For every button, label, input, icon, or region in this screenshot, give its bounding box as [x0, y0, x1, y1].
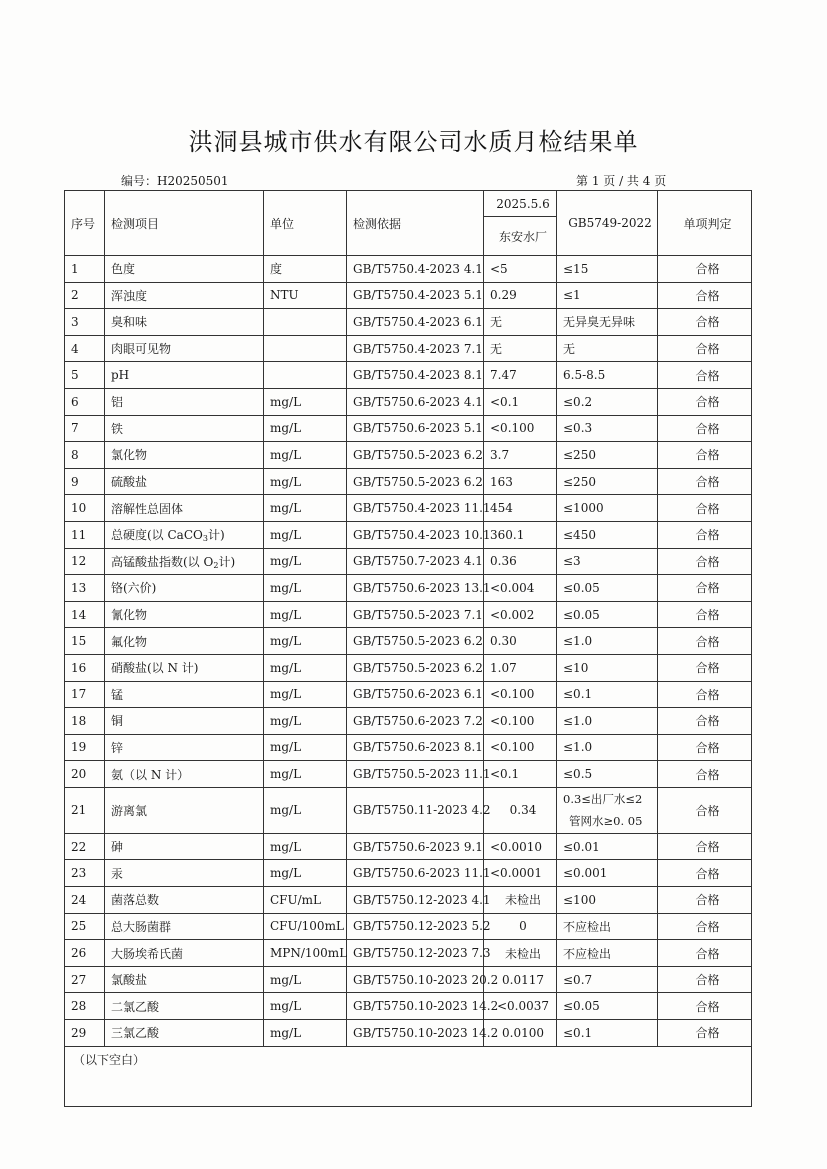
- table-row: [65, 442, 752, 469]
- table-row: [65, 833, 752, 860]
- cell-limit: ≤0.2: [557, 388, 658, 415]
- cell-limit: ≤0.05: [557, 575, 658, 602]
- cell-result: 0.0117: [484, 966, 557, 993]
- header-unit: 单位: [264, 191, 347, 256]
- cell-item: 铬(六价): [105, 575, 264, 602]
- cell-no: 11: [65, 521, 105, 548]
- cell-item: 肉眼可见物: [105, 335, 264, 362]
- cell-item: 汞: [105, 860, 264, 887]
- cell-unit: NTU: [264, 282, 347, 309]
- cell-result: <0.002: [484, 601, 557, 628]
- item-text-suffix: 计): [218, 554, 236, 569]
- cell-method: GB/T5750.5-2023 6.2: [347, 468, 484, 495]
- cell-item: 色度: [105, 256, 264, 283]
- cell-item: 浑浊度: [105, 282, 264, 309]
- cell-item: 氟化物: [105, 628, 264, 655]
- cell-item: [105, 548, 264, 575]
- header-row: [65, 191, 752, 217]
- cell-item: 锰: [105, 681, 264, 708]
- cell-limit: ≤250: [557, 442, 658, 469]
- table-row: [65, 993, 752, 1020]
- cell-method: GB/T5750.4-2023 8.1: [347, 362, 484, 389]
- cell-result: <5: [484, 256, 557, 283]
- table-row: [65, 415, 752, 442]
- cell-unit: mg/L: [264, 548, 347, 575]
- cell-unit: mg/L: [264, 1020, 347, 1047]
- cell-result: 无: [484, 335, 557, 362]
- cell-verdict: 合格: [658, 787, 752, 833]
- cell-item: 三氯乙酸: [105, 1020, 264, 1047]
- cell-item: 硫酸盐: [105, 468, 264, 495]
- cell-verdict: 合格: [658, 442, 752, 469]
- cell-verdict: 合格: [658, 495, 752, 522]
- cell-no: 12: [65, 548, 105, 575]
- cell-result: 7.47: [484, 362, 557, 389]
- cell-verdict: 合格: [658, 335, 752, 362]
- cell-result: 3.7: [484, 442, 557, 469]
- cell-item: 二氯乙酸: [105, 993, 264, 1020]
- cell-unit: CFU/mL: [264, 887, 347, 914]
- cell-limit: [557, 787, 658, 833]
- cell-no: 4: [65, 335, 105, 362]
- item-subscript: 2: [213, 560, 219, 570]
- cell-verdict: 合格: [658, 734, 752, 761]
- cell-no: 22: [65, 833, 105, 860]
- cell-method: GB/T5750.6-2023 9.1: [347, 833, 484, 860]
- cell-item: 氰化物: [105, 601, 264, 628]
- cell-verdict: 合格: [658, 761, 752, 788]
- item-text-suffix: 计): [207, 528, 225, 543]
- item-text: 总硬度(以 CaCO: [111, 528, 203, 543]
- cell-no: 10: [65, 495, 105, 522]
- cell-no: 15: [65, 628, 105, 655]
- cell-verdict: 合格: [658, 309, 752, 336]
- cell-item: 氯化物: [105, 442, 264, 469]
- cell-verdict: 合格: [658, 833, 752, 860]
- cell-method: GB/T5750.7-2023 4.1: [347, 548, 484, 575]
- cell-method: GB/T5750.4-2023 5.1: [347, 282, 484, 309]
- cell-verdict: 合格: [658, 468, 752, 495]
- cell-verdict: 合格: [658, 628, 752, 655]
- cell-unit: mg/L: [264, 468, 347, 495]
- table-row: [65, 913, 752, 940]
- cell-limit: ≤100: [557, 887, 658, 914]
- table-row: [65, 654, 752, 681]
- cell-method: GB/T5750.6-2023 6.1: [347, 681, 484, 708]
- cell-unit: mg/L: [264, 966, 347, 993]
- cell-unit: mg/L: [264, 708, 347, 735]
- cell-unit: mg/L: [264, 442, 347, 469]
- cell-no: 25: [65, 913, 105, 940]
- cell-limit: ≤1.0: [557, 708, 658, 735]
- cell-result: 0.30: [484, 628, 557, 655]
- cell-unit: mg/L: [264, 993, 347, 1020]
- cell-no: 7: [65, 415, 105, 442]
- cell-method: GB/T5750.12-2023 4.1: [347, 887, 484, 914]
- cell-unit: mg/L: [264, 761, 347, 788]
- cell-result: 163: [484, 468, 557, 495]
- cell-limit: 无异臭无异味: [557, 309, 658, 336]
- table-row: [65, 468, 752, 495]
- cell-item: [105, 521, 264, 548]
- cell-verdict: 合格: [658, 256, 752, 283]
- table-row: [65, 940, 752, 967]
- cell-verdict: 合格: [658, 913, 752, 940]
- cell-unit: MPN/100mL: [264, 940, 347, 967]
- cell-verdict: 合格: [658, 708, 752, 735]
- cell-method: GB/T5750.6-2023 7.2: [347, 708, 484, 735]
- limit-line-2: 管网水≥0. 05: [569, 814, 643, 829]
- cell-result: 454: [484, 495, 557, 522]
- cell-no: 16: [65, 654, 105, 681]
- cell-limit: ≤0.7: [557, 966, 658, 993]
- header-no: 序号: [65, 191, 105, 256]
- cell-limit: ≤15: [557, 256, 658, 283]
- cell-verdict: 合格: [658, 282, 752, 309]
- cell-method: GB/T5750.5-2023 6.2: [347, 628, 484, 655]
- cell-method: GB/T5750.11-2023 4.2: [347, 787, 484, 833]
- item-subscript: 3: [202, 534, 208, 544]
- cell-no: 5: [65, 362, 105, 389]
- cell-item: 总大肠菌群: [105, 913, 264, 940]
- cell-unit: mg/L: [264, 495, 347, 522]
- cell-no: 13: [65, 575, 105, 602]
- table-row: [65, 282, 752, 309]
- cell-unit: [264, 309, 347, 336]
- cell-method: GB/T5750.5-2023 6.2: [347, 442, 484, 469]
- cell-limit: ≤0.3: [557, 415, 658, 442]
- cell-item: 砷: [105, 833, 264, 860]
- table-row: [65, 708, 752, 735]
- cell-item: 锌: [105, 734, 264, 761]
- cell-method: GB/T5750.5-2023 11.1: [347, 761, 484, 788]
- cell-unit: mg/L: [264, 860, 347, 887]
- table-row: [65, 860, 752, 887]
- cell-limit: ≤1000: [557, 495, 658, 522]
- cell-verdict: 合格: [658, 575, 752, 602]
- cell-method: GB/T5750.4-2023 10.1: [347, 521, 484, 548]
- cell-unit: mg/L: [264, 601, 347, 628]
- cell-method: GB/T5750.12-2023 5.2: [347, 913, 484, 940]
- cell-item: 铁: [105, 415, 264, 442]
- table-row: [65, 256, 752, 283]
- cell-verdict: 合格: [658, 940, 752, 967]
- cell-result: 无: [484, 309, 557, 336]
- cell-no: 14: [65, 601, 105, 628]
- cell-method: GB/T5750.4-2023 11.1: [347, 495, 484, 522]
- cell-limit: ≤0.5: [557, 761, 658, 788]
- header-item: 检测项目: [105, 191, 264, 256]
- cell-limit: 不应检出: [557, 940, 658, 967]
- cell-no: 9: [65, 468, 105, 495]
- cell-verdict: 合格: [658, 415, 752, 442]
- cell-unit: mg/L: [264, 787, 347, 833]
- cell-no: 2: [65, 282, 105, 309]
- cell-verdict: 合格: [658, 681, 752, 708]
- cell-item: 铜: [105, 708, 264, 735]
- table-row: [65, 761, 752, 788]
- cell-limit: 6.5-8.5: [557, 362, 658, 389]
- cell-limit: ≤3: [557, 548, 658, 575]
- cell-unit: CFU/100mL: [264, 913, 347, 940]
- cell-verdict: 合格: [658, 548, 752, 575]
- cell-no: 19: [65, 734, 105, 761]
- cell-unit: 度: [264, 256, 347, 283]
- cell-result: <0.100: [484, 415, 557, 442]
- cell-verdict: 合格: [658, 601, 752, 628]
- table-row: [65, 309, 752, 336]
- cell-limit: ≤0.05: [557, 601, 658, 628]
- table-row: [65, 495, 752, 522]
- cell-item: 游离氯: [105, 787, 264, 833]
- cell-method: GB/T5750.12-2023 7.3: [347, 940, 484, 967]
- cell-result: 0.29: [484, 282, 557, 309]
- cell-limit: 不应检出: [557, 913, 658, 940]
- page-indicator: 第 1 页 / 共 4 页: [576, 174, 667, 188]
- cell-limit: ≤0.01: [557, 833, 658, 860]
- cell-item: 溶解性总固体: [105, 495, 264, 522]
- cell-result: 0.34: [484, 787, 557, 833]
- cell-unit: mg/L: [264, 654, 347, 681]
- cell-unit: mg/L: [264, 833, 347, 860]
- cell-no: 23: [65, 860, 105, 887]
- cell-item: 氨（以 N 计）: [105, 761, 264, 788]
- cell-result: <0.1: [484, 761, 557, 788]
- cell-unit: mg/L: [264, 415, 347, 442]
- cell-no: 17: [65, 681, 105, 708]
- cell-result: 0.0100: [484, 1020, 557, 1047]
- table-row: [65, 628, 752, 655]
- cell-method: GB/T5750.4-2023 7.1: [347, 335, 484, 362]
- cell-no: 29: [65, 1020, 105, 1047]
- cell-verdict: 合格: [658, 966, 752, 993]
- table-row: [65, 681, 752, 708]
- cell-result: <0.100: [484, 734, 557, 761]
- header-standard: GB5749-2022: [557, 191, 658, 256]
- cell-result: 0: [484, 913, 557, 940]
- blank-row: [65, 1046, 752, 1106]
- cell-verdict: 合格: [658, 388, 752, 415]
- table-row: [65, 521, 752, 548]
- cell-unit: mg/L: [264, 628, 347, 655]
- header-method: 检测依据: [347, 191, 484, 256]
- header-site: 东安水厂: [484, 217, 557, 256]
- cell-unit: mg/L: [264, 734, 347, 761]
- cell-method: GB/T5750.5-2023 7.1: [347, 601, 484, 628]
- document-title: 洪洞县城市供水有限公司水质月检结果单: [188, 128, 639, 156]
- table-row: [65, 335, 752, 362]
- cell-item: 臭和味: [105, 309, 264, 336]
- cell-no: 24: [65, 887, 105, 914]
- cell-limit: ≤0.1: [557, 1020, 658, 1047]
- cell-result: <0.100: [484, 681, 557, 708]
- cell-item: 氯酸盐: [105, 966, 264, 993]
- cell-item: 硝酸盐(以 N 计): [105, 654, 264, 681]
- cell-no: 3: [65, 309, 105, 336]
- cell-result: <0.0037: [484, 993, 557, 1020]
- cell-item: pH: [105, 362, 264, 389]
- cell-unit: mg/L: [264, 575, 347, 602]
- cell-limit: ≤0.001: [557, 860, 658, 887]
- cell-result: 0.36: [484, 548, 557, 575]
- cell-method: GB/T5750.4-2023 6.1: [347, 309, 484, 336]
- header-verdict: 单项判定: [658, 191, 752, 256]
- cell-unit: [264, 362, 347, 389]
- limit-line-1: 0.3≤出厂水≤2: [563, 792, 643, 807]
- blank-note: （以下空白）: [65, 1046, 752, 1106]
- cell-method: GB/T5750.10-2023 20.2: [347, 966, 484, 993]
- cell-no: 18: [65, 708, 105, 735]
- header-date: 2025.5.6: [484, 191, 557, 217]
- table-row: [65, 1020, 752, 1047]
- table-row: [65, 575, 752, 602]
- cell-limit: ≤10: [557, 654, 658, 681]
- serial-number: 编号：H20250501: [121, 174, 229, 188]
- cell-limit: ≤0.1: [557, 681, 658, 708]
- cell-result: 未检出: [484, 887, 557, 914]
- cell-method: GB/T5750.5-2023 6.2: [347, 654, 484, 681]
- cell-verdict: 合格: [658, 521, 752, 548]
- cell-limit: ≤1.0: [557, 628, 658, 655]
- cell-item: 菌落总数: [105, 887, 264, 914]
- table-row: [65, 734, 752, 761]
- cell-verdict: 合格: [658, 362, 752, 389]
- cell-item: 大肠埃希氏菌: [105, 940, 264, 967]
- table-row: [65, 887, 752, 914]
- cell-method: GB/T5750.4-2023 4.1: [347, 256, 484, 283]
- cell-no: 8: [65, 442, 105, 469]
- cell-method: GB/T5750.6-2023 8.1: [347, 734, 484, 761]
- cell-no: 26: [65, 940, 105, 967]
- cell-method: GB/T5750.6-2023 13.1: [347, 575, 484, 602]
- table-row: [65, 787, 752, 833]
- table-row: [65, 601, 752, 628]
- cell-method: GB/T5750.6-2023 4.1: [347, 388, 484, 415]
- results-table: [64, 190, 752, 1107]
- cell-no: 27: [65, 966, 105, 993]
- table-row: [65, 548, 752, 575]
- cell-result: 360.1: [484, 521, 557, 548]
- cell-no: 28: [65, 993, 105, 1020]
- cell-unit: [264, 335, 347, 362]
- cell-limit: ≤1.0: [557, 734, 658, 761]
- cell-result: 未检出: [484, 940, 557, 967]
- cell-method: GB/T5750.6-2023 11.1: [347, 860, 484, 887]
- cell-result: <0.100: [484, 708, 557, 735]
- table-row: [65, 966, 752, 993]
- cell-limit: ≤450: [557, 521, 658, 548]
- cell-verdict: 合格: [658, 993, 752, 1020]
- cell-unit: mg/L: [264, 681, 347, 708]
- cell-result: <0.0001: [484, 860, 557, 887]
- table-row: [65, 388, 752, 415]
- cell-no: 21: [65, 787, 105, 833]
- table-row: [65, 362, 752, 389]
- cell-result: <0.004: [484, 575, 557, 602]
- cell-result: <0.0010: [484, 833, 557, 860]
- cell-no: 20: [65, 761, 105, 788]
- cell-unit: mg/L: [264, 521, 347, 548]
- cell-no: 6: [65, 388, 105, 415]
- cell-verdict: 合格: [658, 654, 752, 681]
- cell-method: GB/T5750.10-2023 14.2: [347, 993, 484, 1020]
- cell-limit: 无: [557, 335, 658, 362]
- cell-verdict: 合格: [658, 1020, 752, 1047]
- cell-result: <0.1: [484, 388, 557, 415]
- cell-limit: ≤250: [557, 468, 658, 495]
- cell-verdict: 合格: [658, 887, 752, 914]
- cell-method: GB/T5750.6-2023 5.1: [347, 415, 484, 442]
- cell-verdict: 合格: [658, 860, 752, 887]
- item-text: 高锰酸盐指数(以 O: [111, 554, 214, 569]
- cell-unit: mg/L: [264, 388, 347, 415]
- cell-limit: ≤0.05: [557, 993, 658, 1020]
- cell-limit: ≤1: [557, 282, 658, 309]
- cell-item: 铝: [105, 388, 264, 415]
- cell-method: GB/T5750.10-2023 14.2: [347, 1020, 484, 1047]
- cell-no: 1: [65, 256, 105, 283]
- cell-result: 1.07: [484, 654, 557, 681]
